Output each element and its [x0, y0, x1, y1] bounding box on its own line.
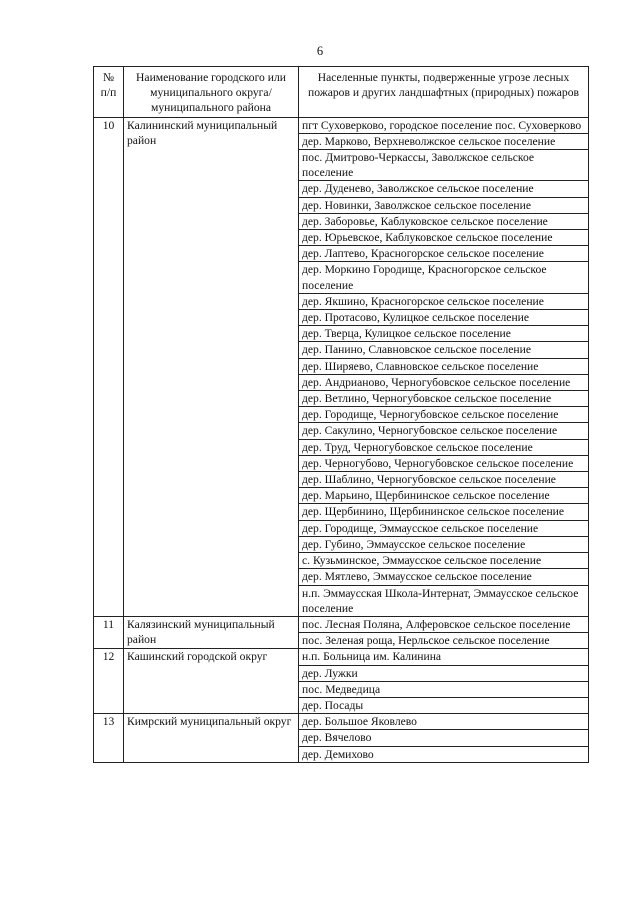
settlement-cell: пос. Зеленая роща, Нерльское сельское поселение: [299, 633, 589, 649]
settlement-cell: дер. Щербинино, Щербининское сельское поселение: [299, 504, 589, 520]
settlement-cell: дер. Панино, Славновское сельское поселение: [299, 342, 589, 358]
settlements-table: [93, 66, 589, 763]
settlement-cell: дер. Посады: [299, 697, 589, 713]
settlement-cell: дер. Труд, Черногубовское сельское поселение: [299, 439, 589, 455]
header-places: Населенные пункты, подверженные угрозе лесных пожаров и других ландшафтных (природных) пожаров: [299, 67, 589, 118]
settlement-cell: дер. Юрьевское, Каблуковское сельское поселение: [299, 230, 589, 246]
settlement-cell: дер. Ширяево, Славновское сельское поселение: [299, 358, 589, 374]
header-district: Наименование городского или муниципального округа/муниципального района: [124, 67, 299, 118]
district-name: Калининский муниципальный район: [124, 117, 299, 616]
settlement-cell: дер. Андрианово, Черногубовское сельское поселение: [299, 374, 589, 390]
table-row: [94, 117, 589, 133]
row-number: 12: [94, 649, 124, 714]
settlement-cell: дер. Марьино, Щербининское сельское поселение: [299, 488, 589, 504]
settlement-cell: дер. Сакулино, Черногубовское сельское поселение: [299, 423, 589, 439]
settlement-cell: пос. Дмитрово-Черкассы, Заволжское сельское поселение: [299, 150, 589, 181]
settlement-cell: н.п. Эммаусская Школа-Интернат, Эммаусское сельское поселение: [299, 585, 589, 616]
settlement-cell: дер. Демихово: [299, 746, 589, 762]
table-row: [94, 714, 589, 730]
table-body: [94, 117, 589, 762]
settlement-cell: с. Кузьминское, Эммаусское сельское поселение: [299, 553, 589, 569]
settlement-cell: дер. Марково, Верхневолжское сельское поселение: [299, 133, 589, 149]
settlement-cell: дер. Моркино Городище, Красногорское сельское поселение: [299, 262, 589, 293]
settlement-cell: дер. Большое Яковлево: [299, 714, 589, 730]
settlement-cell: дер. Мятлево, Эммаусское сельское поселение: [299, 569, 589, 585]
settlement-cell: дер. Ветлино, Черногубовское сельское поселение: [299, 391, 589, 407]
row-number: 13: [94, 714, 124, 763]
settlement-cell: дер. Новинки, Заволжское сельское поселение: [299, 197, 589, 213]
page-number: 6: [316, 44, 324, 58]
settlement-cell: дер. Вячелово: [299, 730, 589, 746]
settlement-cell: дер. Лужки: [299, 665, 589, 681]
settlement-cell: дер. Лаптево, Красногорское сельское поселение: [299, 246, 589, 262]
table-row: [94, 649, 589, 665]
settlement-cell: пос. Лесная Поляна, Алферовское сельское поселение: [299, 616, 589, 632]
district-name: Кимрский муниципальный округ: [124, 714, 299, 763]
row-number: 10: [94, 117, 124, 616]
settlement-cell: дер. Городище, Черногубовское сельское поселение: [299, 407, 589, 423]
settlement-cell: дер. Городище, Эммаусское сельское поселение: [299, 520, 589, 536]
header-num: № п/п: [94, 67, 124, 118]
settlement-cell: пос. Медведица: [299, 681, 589, 697]
settlement-cell: пгт Суховерково, городское поселение пос. Суховерково: [299, 117, 589, 133]
settlement-cell: дер. Дуденево, Заволжское сельское поселение: [299, 181, 589, 197]
settlement-cell: дер. Заборовье, Каблуковское сельское поселение: [299, 213, 589, 229]
district-name: Кашинский городской округ: [124, 649, 299, 714]
district-name: Калязинский муниципальный район: [124, 616, 299, 648]
settlement-cell: дер. Протасово, Кулицкое сельское поселение: [299, 310, 589, 326]
settlement-cell: дер. Якшино, Красногорское сельское поселение: [299, 293, 589, 309]
row-number: 11: [94, 616, 124, 648]
settlement-cell: дер. Тверца, Кулицкое сельское поселение: [299, 326, 589, 342]
settlement-cell: дер. Шаблино, Черногубовское сельское поселение: [299, 472, 589, 488]
settlement-cell: дер. Губино, Эммаусское сельское поселение: [299, 536, 589, 552]
table-row: [94, 616, 589, 632]
table-header-row: [94, 67, 589, 118]
settlement-cell: дер. Черногубово, Черногубовское сельское поселение: [299, 455, 589, 471]
settlement-cell: н.п. Больница им. Калинина: [299, 649, 589, 665]
